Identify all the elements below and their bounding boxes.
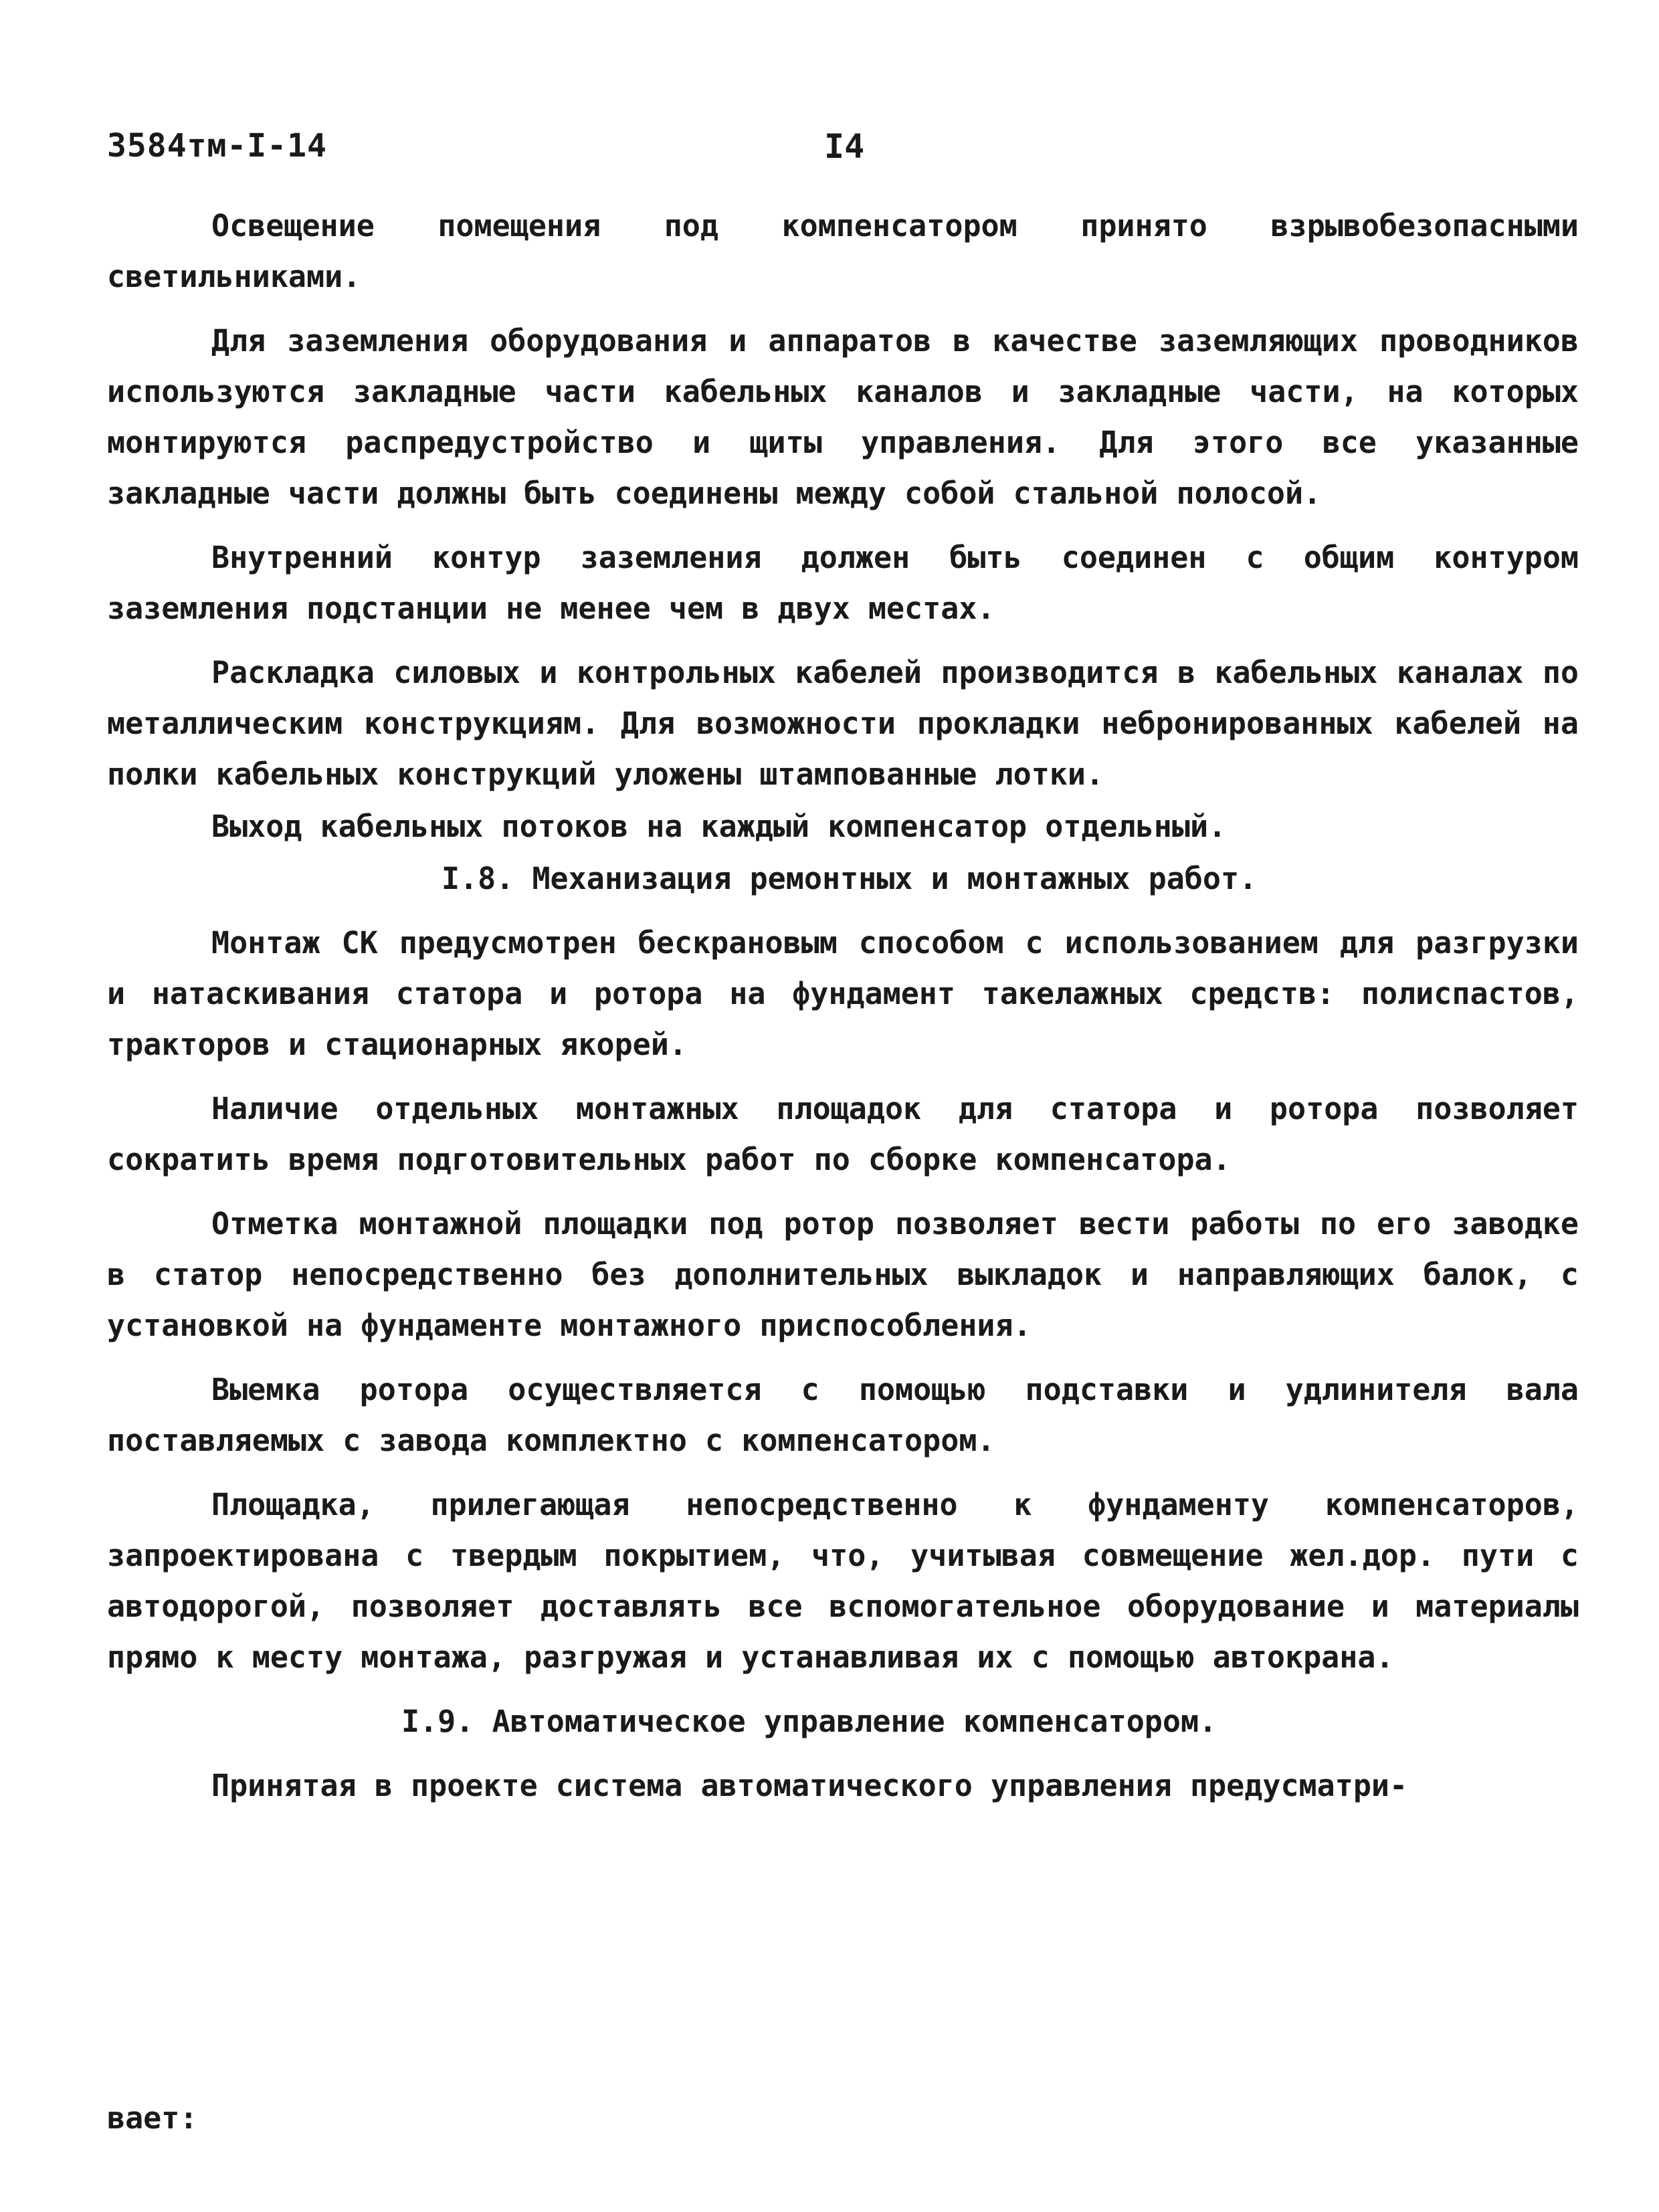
paragraph-lighting: Освещение помещения под компенсатором принято взрывобезопасными светильниками. bbox=[107, 208, 1579, 294]
paragraph-continuation-fragment: вает: bbox=[107, 2100, 198, 2136]
page-number: I4 bbox=[824, 127, 865, 166]
document-code: 3584тм-I-14 bbox=[107, 127, 327, 165]
document-body bbox=[107, 201, 1579, 1811]
paragraph-cable-layout: Раскладка силовых и контрольных кабелей производится в кабельных каналах по металлическим конструкциям. Для возможности прокладки небронированных кабелей на полки кабельных конструкций уложены штампованные лотки. bbox=[107, 655, 1579, 792]
paragraph-grounding-equipment: Для заземления оборудования и аппаратов в качестве заземляющих проводников используются закладные части кабельных каналов и закладные части, на которых монтируются распредустройство и щиты управления. Для этого все указанные закладные части должны быть соединены между собой стальной полосой. bbox=[107, 323, 1579, 511]
paragraph-automation-system: Принятая в проекте система автоматического управления предусматри- bbox=[211, 1768, 1408, 1803]
paragraph-grounding-contour: Внутренний контур заземления должен быть соединен с общим контуром заземления подстанции не менее чем в двух местах. bbox=[107, 540, 1579, 626]
paragraph-cable-output: Выход кабельных потоков на каждый компенсатор отдельный. bbox=[211, 809, 1227, 844]
paragraph-rotor-site: Отметка монтажной площадки под ротор позволяет вести работы по его заводке в статор непосредственно без дополнительных выкладок и направляющих балок, с установкой на фундаменте монтажного приспособления. bbox=[107, 1206, 1579, 1343]
section-heading-1-9: I.9. Автоматическое управление компенсатором. bbox=[401, 1704, 1217, 1739]
paragraph-mounting-sites: Наличие отдельных монтажных площадок для статора и ротора позволяет сократить время подготовительных работ по сборке компенсатора. bbox=[107, 1091, 1579, 1177]
paragraph-rotor-removal: Выемка ротора осуществляется с помощью подставки и удлинителя вала поставляемых с завода комплектно с компенсатором. bbox=[107, 1372, 1579, 1458]
paragraph-adjacent-site: Площадка, прилегающая непосредственно к фундаменту компенсаторов, запроектирована с твердым покрытием, что, учитывая совмещение жел.дор. пути с автодорогой, позволяет доставлять все вспомогательное оборудование и материалы прямо к месту монтажа, разгружая и устанавливая их с помощью автокрана. bbox=[107, 1487, 1579, 1675]
section-heading-1-8: I.8. Механизация ремонтных и монтажных работ. bbox=[442, 861, 1258, 896]
paragraph-mounting-method: Монтаж СК предусмотрен бескрановым способом с использованием для разгрузки и натаскивания статора и ротора на фундамент такелажных средств: полиспастов, тракторов и стационарных якорей. bbox=[107, 925, 1579, 1062]
